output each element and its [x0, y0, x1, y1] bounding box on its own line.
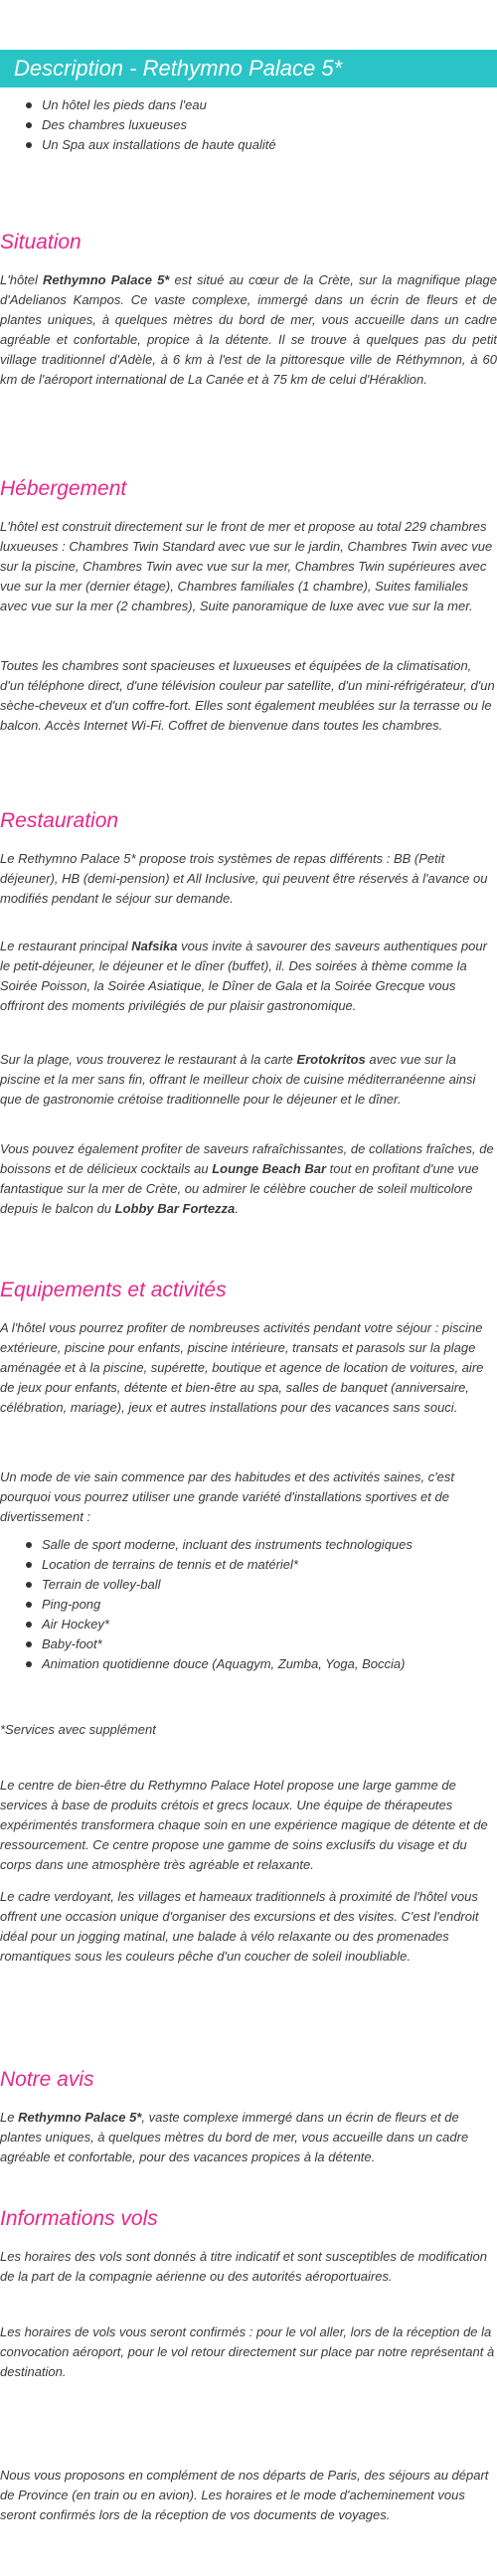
list-item: Baby-foot* [26, 1634, 483, 1654]
list-item: Un Spa aux installations de haute qualité [26, 135, 483, 155]
equipements-paragraph-3: Le centre de bien-être du Rethymno Palace Hotel propose une large gamme de services à base de produits crétois et grecs locaux. Une équipe de thérapeutes expérimentés transformera chaque soin en une expérience magique de détente et de ressourcement. Ce centre propose une gamme de soins exclusifs du visage et du corps dans une atmosphère très agréable et relaxante. [0, 1778, 488, 1872]
restauration-paragraph-2 [0, 937, 497, 1016]
bar-name-lobby-fortezza: Lobby Bar Fortezza [114, 1201, 236, 1216]
restauration-paragraph-1: Le Rethymno Palace 5* propose trois systèmes de repas différents : BB (Petit déjeuner), HB (demi-pension) et All Inclusive, qui peuvent être réservés à l'avance ou modifiés pendant le séjour sur demande. [0, 851, 488, 906]
equipements-paragraph-4: Le cadre verdoyant, les villages et hameaux traditionnels à proximité de l'hôtel vous offrent une occasion unique d'organiser des excursions et des visites. C'est l'endroit idéal pour un jogging matinal, une balade à vélo relaxante ou des promenades romantiques sous les couleurs pêche d'un coucher de soleil inoubliable. [0, 1889, 479, 1964]
text-fragment: Le restaurant principal [0, 939, 132, 953]
list-item: Des chambres luxueuses [26, 115, 483, 135]
avis-paragraph [0, 2108, 497, 2167]
list-item: Animation quotidienne douce (Aquagym, Zumba, Yoga, Boccia) [26, 1654, 483, 1674]
equipements-paragraph-1: A l'hôtel vous pourrez profiter de nombreuses activités pendant votre séjour : piscine extérieure, piscine pour enfants, piscine intérieure, transats et parasols sur la plage aménagée et à la piscine, supérette, boutique et agence de location de voitures, aire de jeux pour enfants, détente et bien-être au spa, salles de banquet (anniversaire, célébration, mariage), jeux et autres installations pour des vacances sans souci. [0, 1320, 484, 1415]
hebergement-paragraph-1: L'hôtel est construit directement sur le front de mer et propose au total 229 chambres luxueuses : Chambres Twin Standard avec vue sur le jardin, Chambres Twin avec vue sur la piscine, Chambres Twin avec vue sur la mer, Chambres Twin supérieures avec vue sur la mer (dernier étage), Chambres familiales (1 chambre), Suites familiales avec vue sur la mer (2 chambres), Suite panoramique de luxe avec vue sur la mer. [0, 519, 493, 613]
services-note: *Services avec supplément [0, 1722, 156, 1737]
highlights-list [26, 95, 483, 155]
activities-list [26, 1535, 483, 1674]
text-fragment: . [235, 1201, 239, 1216]
section-title-situation: Situation [0, 231, 82, 254]
list-item: Ping-pong [26, 1595, 483, 1615]
restaurant-name-nafsika: Nafsika [131, 939, 178, 953]
vols-paragraph-3: Nous vous proposons en complément de nos départs de Paris, des séjours au départ de Province (en train ou en avion). Les horaires et le mode d'acheminement vous seront confirmés lors de la réception de vos documents de voyages. [0, 2468, 489, 2522]
section-title-equipements: Equipements et activités [0, 1279, 227, 1301]
vols-paragraph-2: Les horaires de vols vous seront confirmés : pour le vol aller, lors de la réception de la convocation aéroport, pour le vol retour directement sur place par notre représentant à destination. [0, 2324, 495, 2379]
list-item: Location de terrains de tennis et de matériel* [26, 1555, 483, 1575]
list-item: Un hôtel les pieds dans l'eau [26, 95, 483, 115]
section-title-avis: Notre avis [0, 2068, 94, 2091]
vols-paragraph-1: Les horaires des vols sont donnés à titre indicatif et sont susceptibles de modification de la part de la compagnie aérienne ou des autorités aéroportuaires. [0, 2249, 487, 2284]
text-fragment: Sur la plage, vous trouverez le restaurant à la carte [0, 1052, 297, 1067]
hotel-name: Rethymno Palace 5* [43, 272, 170, 287]
bar-name-lounge-beach: Lounge Beach Bar [212, 1161, 327, 1176]
description-header-bar [0, 50, 497, 87]
text-fragment: tout en profitant d'une vue fantastique sur la mer de Crète, ou admirer le célèbre coucher de soleil multicolore depuis le balcon du [0, 1161, 479, 1216]
text-fragment: avec vue sur la piscine et la mer sans fin, offrant le meilleur choix de cuisine méditerranéenne ainsi que de gastronomie crétoise traditionnelle pour le déjeuner et le dîner. [0, 1052, 476, 1107]
restauration-paragraph-3 [0, 1050, 497, 1110]
section-title-vols: Informations vols [0, 2207, 158, 2230]
text-fragment: est situé au cœur de la Crète, sur la magnifique plage d'Adelianos Kampos. Ce vaste complexe, immergé dans un écrin de fleurs et de plantes uniques, à quelques mètres du bord de mer, vous accueille dans un cadre agréable et confortable, propice à la détente. Il se trouve à quelques pas du petit village traditionnel d'Adèle, à 6 km à l'est de la pittoresque ville de Réthymnon, à 60 km de l'aéroport international de La Canée et à 75 km de celui d'Héraklion. [0, 272, 497, 387]
text-fragment: L'hôtel [0, 272, 44, 287]
situation-paragraph [0, 270, 497, 390]
section-title-hebergement: Hébergement [0, 477, 127, 500]
hotel-name: Rethymno Palace 5* [18, 2110, 142, 2125]
equipements-paragraph-2: Un mode de vie sain commence par des habitudes et des activités saines, c'est pourquoi vous pourrez utiliser une grande variété d'installations sportives et de divertissement : [0, 1469, 454, 1524]
text-fragment: , vaste complexe immergé dans un écrin de fleurs et de plantes uniques, à quelques mètres du bord de mer, vous accueille dans un cadre agréable et confortable, pour des vacances propices à la détente. [0, 2110, 469, 2164]
section-title-restauration: Restauration [0, 809, 119, 832]
list-item: Terrain de volley-ball [26, 1575, 483, 1595]
restaurant-name-erotokritos: Erotokritos [296, 1052, 366, 1067]
text-fragment: Le [0, 2110, 19, 2125]
list-item: Air Hockey* [26, 1615, 483, 1634]
list-item: Salle de sport moderne, incluant des instruments technologiques [26, 1535, 483, 1555]
text-fragment: Vous pouvez également profiter de saveurs rafraîchissantes, de collations fraîches, de boissons et de délicieux cocktails au [0, 1141, 494, 1176]
page-title: Description - Rethymno Palace 5* [14, 56, 343, 81]
restauration-paragraph-4 [0, 1139, 497, 1219]
text-fragment: vous invite à savourer des saveurs authentiques pour le petit-déjeuner, le déjeuner et le dîner (buffet), il. Des soirées à thème comme la Soirée Poisson, la Soirée Asiatique, le Dîner de Gala et la Soirée Grecque vous offriront des moments privilégiés de pur plaisir gastronomique. [0, 939, 487, 1013]
hebergement-paragraph-2: Toutes les chambres sont spacieuses et luxueuses et équipées de la climatisation, d'un téléphone direct, d'une télévision couleur par satellite, d'un mini-réfrigérateur, d'un sèche-cheveux et d'un coffre-fort. Elles sont également meublées sur la terrasse ou le balcon. Accès Internet Wi-Fi. Coffret de bienvenue dans toutes les chambres. [0, 658, 495, 733]
